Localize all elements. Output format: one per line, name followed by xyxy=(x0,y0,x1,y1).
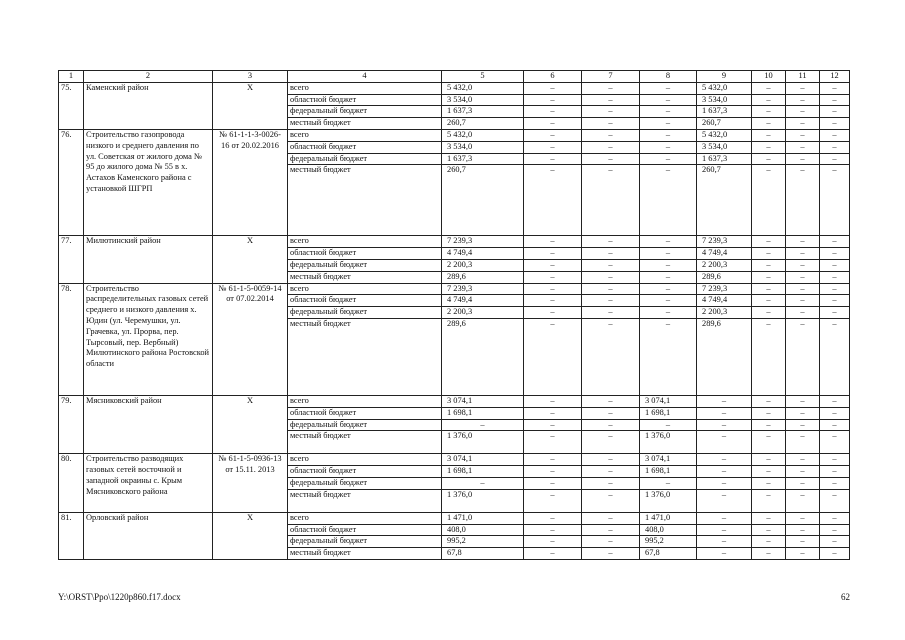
value-cell: – xyxy=(697,524,752,536)
header-cell: 5 xyxy=(442,71,524,83)
value-cell: – xyxy=(582,141,640,153)
budget-source-label: областной бюджет xyxy=(288,94,442,106)
value-cell: – xyxy=(582,295,640,307)
value-cell: – xyxy=(752,318,786,395)
value-cell: – xyxy=(524,165,582,236)
value-cell: – xyxy=(786,407,820,419)
value-cell: – xyxy=(524,129,582,141)
value-cell: 1 376,0 xyxy=(640,431,697,454)
table-row xyxy=(59,512,850,524)
value-cell: – xyxy=(820,259,850,271)
value-cell: – xyxy=(786,466,820,478)
value-cell: – xyxy=(640,94,697,106)
value-cell: – xyxy=(640,165,697,236)
value-cell: 1 698,1 xyxy=(442,407,524,419)
value-cell: – xyxy=(752,271,786,283)
value-cell: 5 432,0 xyxy=(442,82,524,94)
value-cell: – xyxy=(582,548,640,560)
value-cell: – xyxy=(786,477,820,489)
value-cell: – xyxy=(786,106,820,118)
row-number: 80. xyxy=(59,454,84,512)
budget-source-label: федеральный бюджет xyxy=(288,419,442,431)
object-code: X xyxy=(213,395,288,453)
value-cell: – xyxy=(640,153,697,165)
value-cell: – xyxy=(524,512,582,524)
budget-source-label: местный бюджет xyxy=(288,431,442,454)
value-cell: – xyxy=(524,248,582,260)
value-cell: 67,8 xyxy=(442,548,524,560)
value-cell: – xyxy=(752,129,786,141)
value-cell: – xyxy=(640,118,697,130)
value-cell: 260,7 xyxy=(442,118,524,130)
value-cell: 7 239,3 xyxy=(697,283,752,295)
value-cell: 289,6 xyxy=(697,271,752,283)
row-number: 77. xyxy=(59,236,84,283)
value-cell: – xyxy=(820,141,850,153)
value-cell: 1 637,3 xyxy=(442,106,524,118)
value-cell: – xyxy=(786,454,820,466)
value-cell: – xyxy=(524,548,582,560)
value-cell: – xyxy=(752,94,786,106)
value-cell: – xyxy=(697,454,752,466)
budget-source-label: федеральный бюджет xyxy=(288,153,442,165)
header-cell: 11 xyxy=(786,71,820,83)
value-cell: – xyxy=(752,489,786,512)
value-cell: 1 376,0 xyxy=(442,431,524,454)
value-cell: – xyxy=(524,82,582,94)
value-cell: – xyxy=(820,536,850,548)
value-cell: – xyxy=(820,248,850,260)
value-cell: 5 432,0 xyxy=(697,129,752,141)
value-cell: – xyxy=(786,259,820,271)
object-code: № 61-1-1-3-0026-16 от 20.02.2016 xyxy=(213,129,288,235)
budget-source-label: федеральный бюджет xyxy=(288,477,442,489)
value-cell: 67,8 xyxy=(640,548,697,560)
value-cell: – xyxy=(524,454,582,466)
value-cell: – xyxy=(820,129,850,141)
value-cell: – xyxy=(786,236,820,248)
value-cell: – xyxy=(582,524,640,536)
header-row xyxy=(59,71,850,83)
table-body xyxy=(59,71,850,560)
budget-source-label: местный бюджет xyxy=(288,489,442,512)
value-cell: – xyxy=(786,548,820,560)
value-cell: 4 749,4 xyxy=(442,248,524,260)
value-cell: – xyxy=(752,548,786,560)
value-cell: – xyxy=(524,295,582,307)
value-cell: – xyxy=(786,419,820,431)
value-cell: – xyxy=(582,395,640,407)
value-cell: 1 376,0 xyxy=(640,489,697,512)
budget-source-label: местный бюджет xyxy=(288,548,442,560)
object-name: Строительство газопровода низкого и среднего давления по ул. Советская от жилого дома № 95 до жилого дома № 55 в х. Астахов Каменского района с установкой ШГРП xyxy=(84,129,213,235)
budget-source-label: всего xyxy=(288,82,442,94)
value-cell: – xyxy=(582,94,640,106)
budget-source-label: всего xyxy=(288,236,442,248)
budget-source-label: всего xyxy=(288,129,442,141)
object-name: Строительство разводящих газовых сетей восточной и западной окраины с. Крым Мясниковского района xyxy=(84,454,213,512)
value-cell: – xyxy=(752,395,786,407)
value-cell: – xyxy=(786,271,820,283)
value-cell: – xyxy=(640,236,697,248)
value-cell: – xyxy=(524,477,582,489)
value-cell: – xyxy=(582,454,640,466)
value-cell: – xyxy=(752,82,786,94)
value-cell: 2 200,3 xyxy=(697,259,752,271)
budget-source-label: областной бюджет xyxy=(288,524,442,536)
value-cell: 3 534,0 xyxy=(442,94,524,106)
value-cell: – xyxy=(786,82,820,94)
value-cell: 1 471,0 xyxy=(640,512,697,524)
object-code: X xyxy=(213,512,288,559)
value-cell: – xyxy=(786,295,820,307)
budget-source-label: областной бюджет xyxy=(288,248,442,260)
value-cell: – xyxy=(820,94,850,106)
value-cell: 289,6 xyxy=(442,318,524,395)
value-cell: – xyxy=(752,454,786,466)
value-cell: – xyxy=(442,477,524,489)
table-row xyxy=(59,236,850,248)
value-cell: – xyxy=(582,271,640,283)
budget-source-label: областной бюджет xyxy=(288,141,442,153)
value-cell: – xyxy=(820,524,850,536)
budget-source-label: федеральный бюджет xyxy=(288,259,442,271)
value-cell: – xyxy=(640,271,697,283)
budget-source-label: федеральный бюджет xyxy=(288,106,442,118)
value-cell: – xyxy=(524,283,582,295)
object-code: № 61-1-5-0936-13 от 15.11. 2013 xyxy=(213,454,288,512)
value-cell: – xyxy=(640,419,697,431)
value-cell: – xyxy=(582,153,640,165)
value-cell: – xyxy=(752,236,786,248)
value-cell: 1 471,0 xyxy=(442,512,524,524)
value-cell: 995,2 xyxy=(640,536,697,548)
value-cell: – xyxy=(752,466,786,478)
value-cell: 260,7 xyxy=(697,118,752,130)
budget-source-label: областной бюджет xyxy=(288,466,442,478)
value-cell: – xyxy=(640,295,697,307)
header-cell: 6 xyxy=(524,71,582,83)
header-cell: 8 xyxy=(640,71,697,83)
value-cell: – xyxy=(582,307,640,319)
value-cell: – xyxy=(752,141,786,153)
value-cell: – xyxy=(640,141,697,153)
value-cell: – xyxy=(786,318,820,395)
value-cell: 1 637,3 xyxy=(697,153,752,165)
value-cell: – xyxy=(524,431,582,454)
value-cell: – xyxy=(786,524,820,536)
value-cell: 4 749,4 xyxy=(697,295,752,307)
value-cell: – xyxy=(640,106,697,118)
value-cell: 289,6 xyxy=(697,318,752,395)
value-cell: – xyxy=(697,395,752,407)
value-cell: – xyxy=(820,477,850,489)
value-cell: – xyxy=(524,259,582,271)
value-cell: – xyxy=(820,395,850,407)
value-cell: – xyxy=(786,307,820,319)
value-cell: – xyxy=(640,307,697,319)
value-cell: – xyxy=(752,431,786,454)
value-cell: – xyxy=(524,466,582,478)
value-cell: – xyxy=(640,82,697,94)
value-cell: – xyxy=(582,82,640,94)
object-name: Орловский район xyxy=(84,512,213,559)
row-number: 75. xyxy=(59,82,84,129)
value-cell: – xyxy=(524,318,582,395)
row-number: 76. xyxy=(59,129,84,235)
value-cell: 995,2 xyxy=(442,536,524,548)
value-cell: – xyxy=(582,165,640,236)
value-cell: 5 432,0 xyxy=(442,129,524,141)
value-cell: – xyxy=(786,512,820,524)
value-cell: 3 534,0 xyxy=(697,141,752,153)
value-cell: – xyxy=(524,94,582,106)
value-cell: – xyxy=(820,466,850,478)
value-cell: 3 534,0 xyxy=(697,94,752,106)
value-cell: – xyxy=(697,431,752,454)
value-cell: – xyxy=(582,489,640,512)
value-cell: – xyxy=(582,431,640,454)
value-cell: – xyxy=(786,536,820,548)
value-cell: – xyxy=(582,419,640,431)
value-cell: – xyxy=(697,466,752,478)
value-cell: – xyxy=(786,129,820,141)
budget-source-label: местный бюджет xyxy=(288,271,442,283)
value-cell: 7 239,3 xyxy=(697,236,752,248)
value-cell: – xyxy=(524,524,582,536)
budget-source-label: областной бюджет xyxy=(288,407,442,419)
value-cell: – xyxy=(786,431,820,454)
value-cell: – xyxy=(820,82,850,94)
value-cell: – xyxy=(820,489,850,512)
value-cell: – xyxy=(524,153,582,165)
value-cell: 7 239,3 xyxy=(442,283,524,295)
budget-source-label: местный бюджет xyxy=(288,165,442,236)
value-cell: – xyxy=(582,466,640,478)
header-cell: 12 xyxy=(820,71,850,83)
header-cell: 1 xyxy=(59,71,84,83)
value-cell: – xyxy=(697,477,752,489)
row-number: 78. xyxy=(59,283,84,395)
value-cell: 408,0 xyxy=(442,524,524,536)
value-cell: – xyxy=(786,94,820,106)
footer-file-path: Y:\ORST\Ppo\1220p860.f17.docx xyxy=(58,592,181,602)
value-cell: 4 749,4 xyxy=(442,295,524,307)
value-cell: – xyxy=(820,407,850,419)
value-cell: – xyxy=(582,512,640,524)
value-cell: – xyxy=(752,295,786,307)
value-cell: 289,6 xyxy=(442,271,524,283)
value-cell: – xyxy=(752,106,786,118)
header-cell: 7 xyxy=(582,71,640,83)
budget-source-label: местный бюджет xyxy=(288,318,442,395)
value-cell: – xyxy=(582,318,640,395)
value-cell: 3 534,0 xyxy=(442,141,524,153)
header-cell: 9 xyxy=(697,71,752,83)
header-cell: 10 xyxy=(752,71,786,83)
value-cell: – xyxy=(820,236,850,248)
value-cell: – xyxy=(752,118,786,130)
value-cell: 1 637,3 xyxy=(697,106,752,118)
value-cell: – xyxy=(582,407,640,419)
value-cell: – xyxy=(786,141,820,153)
value-cell: – xyxy=(752,259,786,271)
value-cell: 1 698,1 xyxy=(640,407,697,419)
value-cell: 1 376,0 xyxy=(442,489,524,512)
value-cell: 260,7 xyxy=(697,165,752,236)
value-cell: – xyxy=(820,271,850,283)
value-cell: – xyxy=(820,307,850,319)
value-cell: – xyxy=(640,283,697,295)
table-row xyxy=(59,395,850,407)
value-cell: – xyxy=(582,536,640,548)
table-row xyxy=(59,82,850,94)
value-cell: – xyxy=(820,512,850,524)
value-cell: 5 432,0 xyxy=(697,82,752,94)
value-cell: – xyxy=(820,295,850,307)
value-cell: – xyxy=(820,431,850,454)
value-cell: – xyxy=(786,118,820,130)
value-cell: – xyxy=(820,283,850,295)
value-cell: – xyxy=(820,318,850,395)
value-cell: – xyxy=(752,407,786,419)
header-cell: 3 xyxy=(213,71,288,83)
value-cell: – xyxy=(524,271,582,283)
value-cell: – xyxy=(524,106,582,118)
header-cell: 2 xyxy=(84,71,213,83)
value-cell: – xyxy=(820,153,850,165)
value-cell: – xyxy=(524,395,582,407)
value-cell: – xyxy=(582,248,640,260)
value-cell: 1 637,3 xyxy=(442,153,524,165)
value-cell: 2 200,3 xyxy=(442,307,524,319)
value-cell: – xyxy=(752,307,786,319)
budget-source-label: всего xyxy=(288,283,442,295)
budget-source-label: федеральный бюджет xyxy=(288,307,442,319)
value-cell: – xyxy=(524,407,582,419)
value-cell: – xyxy=(640,129,697,141)
table-row xyxy=(59,283,850,295)
value-cell: – xyxy=(582,259,640,271)
value-cell: – xyxy=(752,153,786,165)
object-code: X xyxy=(213,82,288,129)
row-number: 81. xyxy=(59,512,84,559)
value-cell: – xyxy=(752,165,786,236)
object-name: Строительство распределительных газовых сетей среднего и низкого давления х. Юдин (ул. Черемушки, ул. Грачевка, ул. Прорва, пер. Тырсовый, пер. Вербный) Милютинского района Ростовской области xyxy=(84,283,213,395)
value-cell: – xyxy=(820,106,850,118)
value-cell: – xyxy=(582,477,640,489)
value-cell: 3 074,1 xyxy=(442,395,524,407)
value-cell: – xyxy=(582,129,640,141)
table-row xyxy=(59,129,850,141)
table-row xyxy=(59,454,850,466)
value-cell: – xyxy=(752,248,786,260)
value-cell: – xyxy=(582,118,640,130)
value-cell: – xyxy=(697,419,752,431)
value-cell: – xyxy=(640,259,697,271)
value-cell: 7 239,3 xyxy=(442,236,524,248)
object-code: X xyxy=(213,236,288,283)
budget-source-label: областной бюджет xyxy=(288,295,442,307)
value-cell: 260,7 xyxy=(442,165,524,236)
value-cell: – xyxy=(697,548,752,560)
value-cell: – xyxy=(786,283,820,295)
value-cell: – xyxy=(752,419,786,431)
budget-source-label: всего xyxy=(288,512,442,524)
value-cell: – xyxy=(752,477,786,489)
value-cell: – xyxy=(752,283,786,295)
value-cell: – xyxy=(640,477,697,489)
object-name: Мясниковский район xyxy=(84,395,213,453)
page-number: 62 xyxy=(841,592,850,602)
value-cell: – xyxy=(582,283,640,295)
value-cell: 3 074,1 xyxy=(640,395,697,407)
value-cell: – xyxy=(752,524,786,536)
value-cell: – xyxy=(786,153,820,165)
value-cell: – xyxy=(524,489,582,512)
budget-source-label: всего xyxy=(288,395,442,407)
value-cell: – xyxy=(524,307,582,319)
row-number: 79. xyxy=(59,395,84,453)
value-cell: – xyxy=(752,512,786,524)
value-cell: – xyxy=(640,248,697,260)
value-cell: – xyxy=(582,236,640,248)
value-cell: 408,0 xyxy=(640,524,697,536)
value-cell: – xyxy=(697,512,752,524)
value-cell: – xyxy=(820,454,850,466)
value-cell: – xyxy=(752,536,786,548)
value-cell: – xyxy=(697,536,752,548)
value-cell: – xyxy=(786,489,820,512)
value-cell: – xyxy=(697,407,752,419)
value-cell: – xyxy=(786,248,820,260)
value-cell: – xyxy=(786,395,820,407)
object-name: Каменский район xyxy=(84,82,213,129)
value-cell: – xyxy=(640,318,697,395)
value-cell: – xyxy=(820,419,850,431)
value-cell: – xyxy=(582,106,640,118)
header-cell: 4 xyxy=(288,71,442,83)
value-cell: – xyxy=(524,118,582,130)
object-name: Милютинский район xyxy=(84,236,213,283)
value-cell: – xyxy=(820,165,850,236)
budget-source-label: всего xyxy=(288,454,442,466)
value-cell: 1 698,1 xyxy=(640,466,697,478)
value-cell: – xyxy=(442,419,524,431)
value-cell: 3 074,1 xyxy=(442,454,524,466)
value-cell: 1 698,1 xyxy=(442,466,524,478)
value-cell: – xyxy=(524,536,582,548)
value-cell: – xyxy=(820,548,850,560)
value-cell: 4 749,4 xyxy=(697,248,752,260)
value-cell: – xyxy=(786,165,820,236)
value-cell: 3 074,1 xyxy=(640,454,697,466)
value-cell: 2 200,3 xyxy=(697,307,752,319)
value-cell: – xyxy=(524,236,582,248)
value-cell: – xyxy=(524,141,582,153)
value-cell: – xyxy=(524,419,582,431)
budget-source-label: федеральный бюджет xyxy=(288,536,442,548)
value-cell: 2 200,3 xyxy=(442,259,524,271)
object-code: № 61-1-5-0059-14 от 07.02.2014 xyxy=(213,283,288,395)
budget-source-label: местный бюджет xyxy=(288,118,442,130)
value-cell: – xyxy=(820,118,850,130)
budget-table xyxy=(58,70,850,560)
value-cell: – xyxy=(697,489,752,512)
